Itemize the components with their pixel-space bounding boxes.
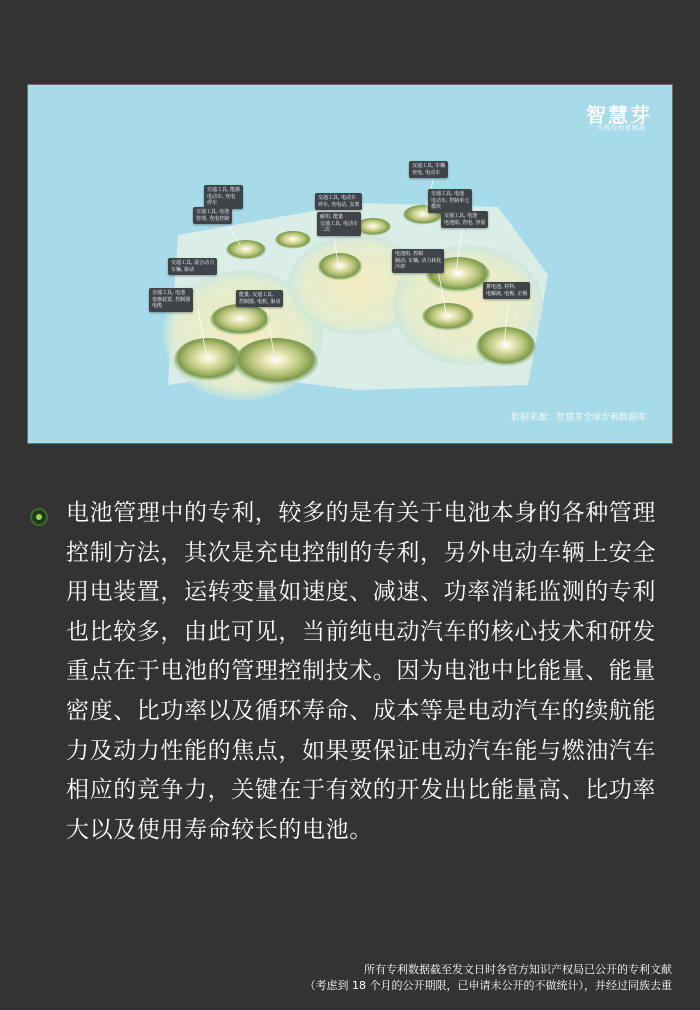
landscape-terrain <box>28 85 672 443</box>
brand-logo: 智慧芽 <box>586 103 652 127</box>
topic-label: 交通工具, 电池 电动车, 控制单元 模块 <box>428 189 472 213</box>
hill <box>476 327 536 367</box>
hill <box>275 231 311 249</box>
brand-tagline: 为科技创新赋能 <box>596 125 646 132</box>
topic-label: 交通工具, 车辆 充电, 电动车 <box>409 161 448 178</box>
data-source-note: 数据来源：智慧芽全球专利数据库 <box>510 413 646 423</box>
topic-label: 耐用, 能量 交通工具, 电动车 二次 <box>317 212 361 236</box>
topic-label: 交通工具, 混合动力 车辆, 驱动 <box>168 258 217 275</box>
topic-label: 交通工具, 电池 电池组, 充电, 容量 <box>441 211 488 228</box>
topic-label: 交通工具, 电池 变换装置, 控制器 电缆 <box>149 288 193 312</box>
hill <box>318 253 362 281</box>
bullet-icon <box>30 508 48 526</box>
analysis-paragraph: 电池管理中的专利，较多的是有关于电池本身的各种管理控制方法，其次是充电控制的专利，另外电动车辆上安全用电装置，运转变量如速度、减速、功率消耗监测的专利也比较多，由此可见，当前纯电动汽车的核心技术和研发重点在于电池的管理控制技术。因为电池中比能量、能量密度、比功率以及循环寿命、成本等是电动汽车的续航能力及动力性能的焦点，如果要保证电动汽车能与燃油汽车相应的竞争力，关键在于有效的开发出比能量高、比功率大以及使用寿命较长的电池。 <box>66 500 656 843</box>
hill <box>210 304 270 336</box>
hill <box>234 338 318 386</box>
topic-label: 交通工具, 电动车 停车, 充电站, 支架 <box>315 193 362 210</box>
footer-line-2: （考虑到 18 个月的公开期限，已申请未公开的不做统计），并经过同族去重 <box>304 979 672 992</box>
footer-line-1: 所有专利数据截至发文日时各官方知识产权局已公开的专利文献 <box>364 963 672 976</box>
topic-label: 能量, 交通工具, 控制器, 电机, 驱动 <box>236 290 283 307</box>
hill <box>174 338 242 382</box>
footer-note <box>305 962 673 994</box>
hill <box>226 240 266 260</box>
topic-label: 电池组, 控制 制动, 车辆, 动力转化 冷却 <box>392 249 444 273</box>
topic-label: 交通工具, 电池 管理, 充电控制 <box>193 207 232 224</box>
topic-label: 交通工具, 能源 电动车, 充电 停车 <box>204 185 243 209</box>
patent-landscape-map <box>27 84 673 444</box>
hill <box>422 303 474 331</box>
topic-label: 蓄电池, 材料, 电解液, 电极, 正极 <box>483 282 530 299</box>
